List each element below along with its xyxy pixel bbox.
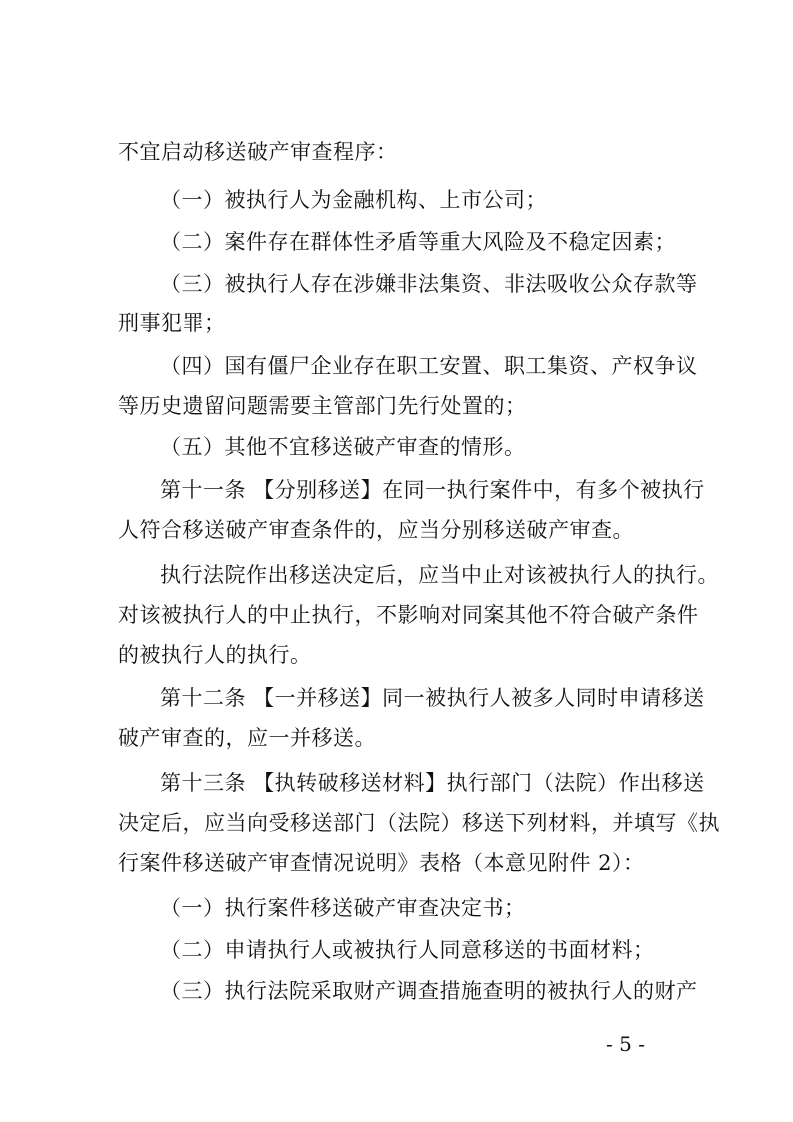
text-line-2: （一）被执行人为金融机构、上市公司； [160, 188, 547, 212]
page-number: - 5 - [606, 1032, 645, 1056]
text-line-18: 行案件移送破产审查情况说明》表格（本意见附件 2）： [118, 851, 645, 875]
text-line-17: 决定后，应当向受移送部门（法院）移送下列材料，并填写《执 [118, 811, 720, 835]
text-line-10: 人符合移送破产审查条件的，应当分别移送破产审查。 [118, 518, 634, 542]
text-line-16: 第十三条 【执转破移送材料】执行部门（法院）作出移送 [160, 771, 705, 795]
text-line-15: 破产审查的，应一并移送。 [118, 726, 376, 750]
text-line-1: 不宜启动移送破产审查程序： [118, 140, 398, 164]
text-line-14: 第十二条 【一并移送】同一被执行人被多人同时申请移送 [160, 686, 705, 710]
text-line-5: 刑事犯罪； [118, 311, 226, 335]
text-line-6: （四）国有僵尸企业存在职工安置、职工集资、产权争议 [160, 354, 698, 378]
text-line-4: （三）被执行人存在涉嫌非法集资、非法吸收公众存款等 [160, 272, 698, 296]
text-line-21: （三）执行法院采取财产调查措施查明的被执行人的财产 [160, 979, 698, 1003]
text-line-3: （二）案件存在群体性矛盾等重大风险及不稳定因素； [160, 230, 676, 254]
text-line-20: （二）申请执行人或被执行人同意移送的书面材料； [160, 938, 655, 962]
text-line-7: 等历史遗留问题需要主管部门先行处置的； [118, 394, 527, 418]
text-line-12: 对该被执行人的中止执行，不影响对同案其他不符合破产条件 [118, 603, 699, 627]
text-line-11: 执行法院作出移送决定后，应当中止对该被执行人的执行。 [160, 563, 719, 587]
text-line-9: 第十一条 【分别移送】在同一执行案件中，有多个被执行 [160, 478, 705, 502]
text-line-8: （五）其他不宜移送破产审查的情形。 [160, 435, 526, 459]
text-line-19: （一）执行案件移送破产审查决定书； [160, 896, 526, 920]
text-line-13: 的被执行人的执行。 [118, 643, 312, 667]
